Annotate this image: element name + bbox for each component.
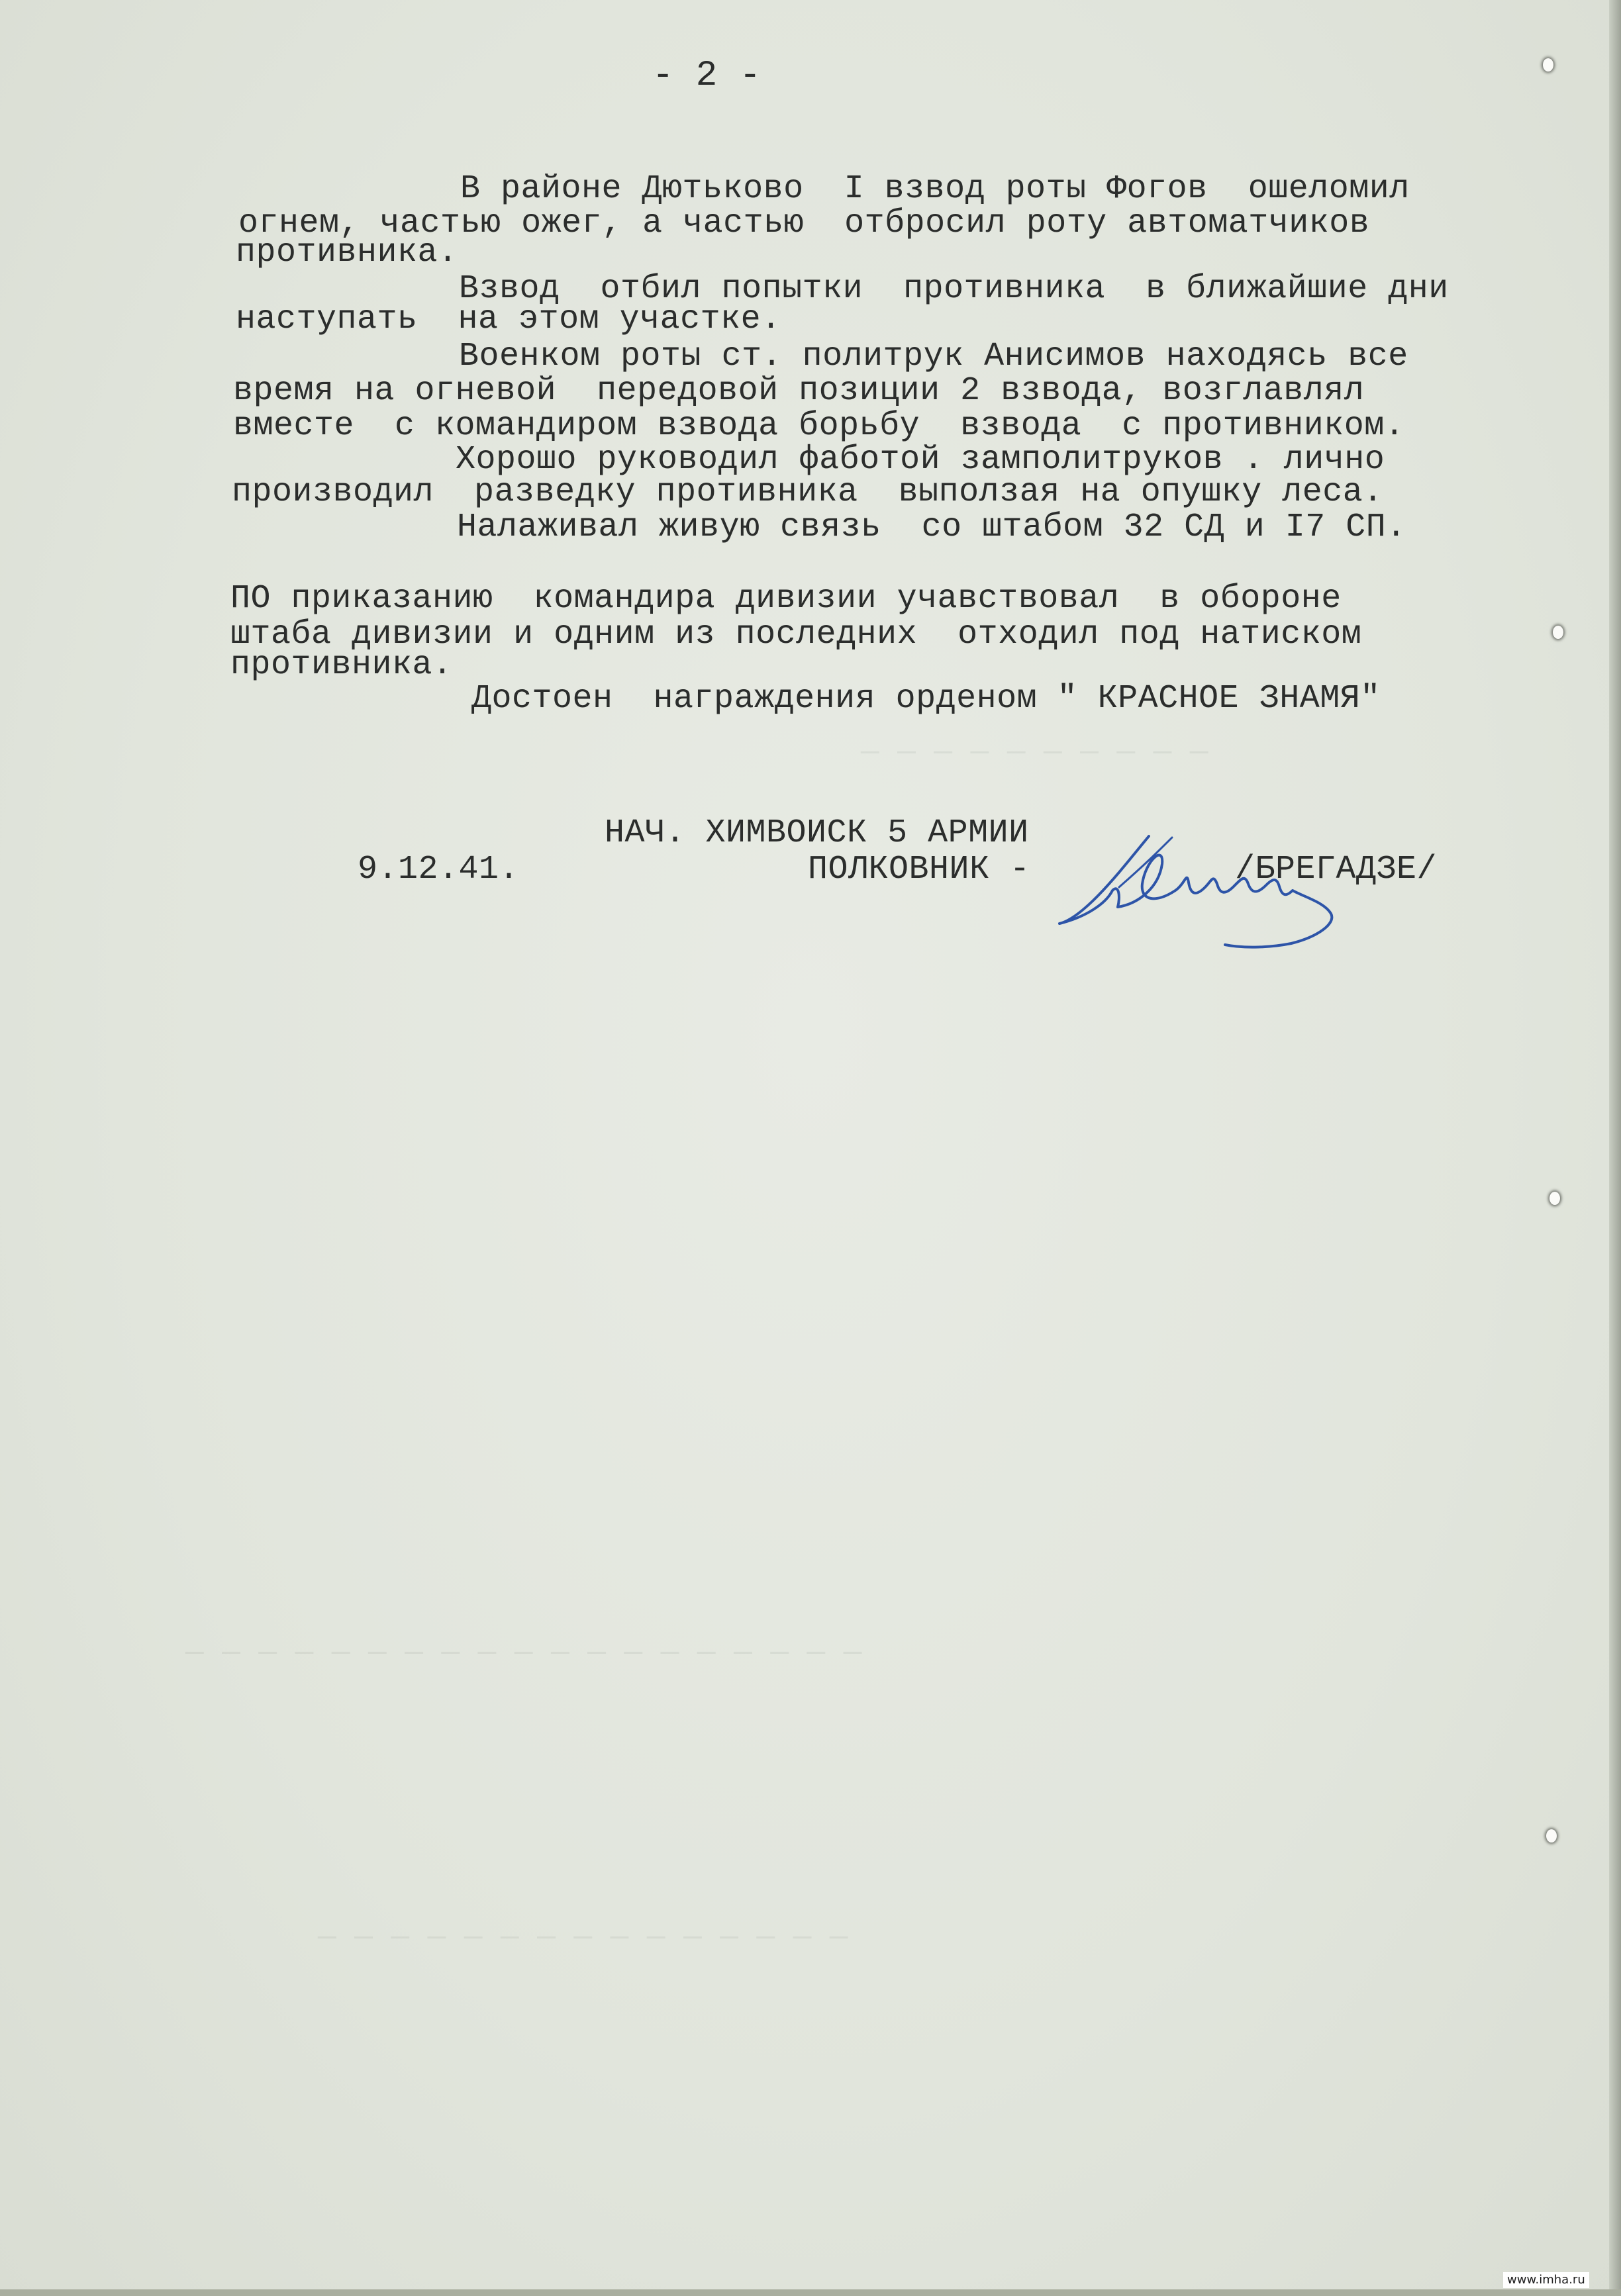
bleed-through-text: — — — — — — — — — — (861, 735, 1208, 769)
signatory-name: /БРЕГАДЗЕ/ (1235, 851, 1438, 888)
document-date: 9.12.41. (358, 851, 520, 888)
body-line: Хорошо руководил фаботой замполитруков . лично (456, 441, 1385, 479)
handwritten-signature (1046, 824, 1444, 1010)
punch-hole (1546, 1829, 1557, 1842)
body-line: В районе Дютьково I взвод роты Фогов ошеломил (460, 170, 1410, 208)
body-line: Достоен награждения орденом " КРАСНОЕ ЗНАМЯ" (471, 680, 1381, 718)
body-line: время на огневой передовой позиции 2 взвода, возглавлял (233, 372, 1365, 410)
bleed-through-text: — — — — — — — — — — — — — — — (318, 1920, 848, 1954)
body-line: штаба дивизии и одним из последних отходил под натиском (230, 616, 1362, 653)
body-line: ПО приказанию командира дивизии учавствовал в обороне (230, 580, 1342, 618)
body-line: наступать на этом участке. (236, 301, 781, 338)
body-line: противника. (236, 234, 458, 271)
signatory-rank: ПОЛКОВНИК - (808, 851, 1030, 888)
page-edge-shadow (1609, 0, 1621, 2296)
punch-hole (1553, 626, 1563, 639)
body-line: Военком роты ст. политрук Анисимов находясь все (459, 338, 1408, 375)
body-line: противника. (230, 646, 453, 684)
body-line: производил разведку противника выползая на опушку леса. (232, 473, 1383, 511)
punch-hole (1549, 1192, 1560, 1205)
page-number: - 2 - (652, 56, 761, 96)
page-bottom-edge (0, 2289, 1621, 2296)
body-line: Налаживал живую связь со штабом 32 СД и I7 СП. (457, 508, 1406, 546)
signatory-position: НАЧ. ХИМВОИСК 5 АРМИИ (605, 814, 1029, 852)
body-line: вместе с командиром взвода борьбу взвода с противником. (233, 407, 1405, 445)
punch-hole (1543, 58, 1553, 72)
bleed-through-text: — — — — — — — — — — — — — — — — — — — (185, 1635, 862, 1670)
site-watermark: www.imha.ru (1503, 2272, 1589, 2288)
body-line: Взвод отбил попытки противника в ближайшие дни (459, 270, 1449, 308)
body-line: огнем, частью ожег, а частью отбросил роту автоматчиков (238, 205, 1370, 242)
